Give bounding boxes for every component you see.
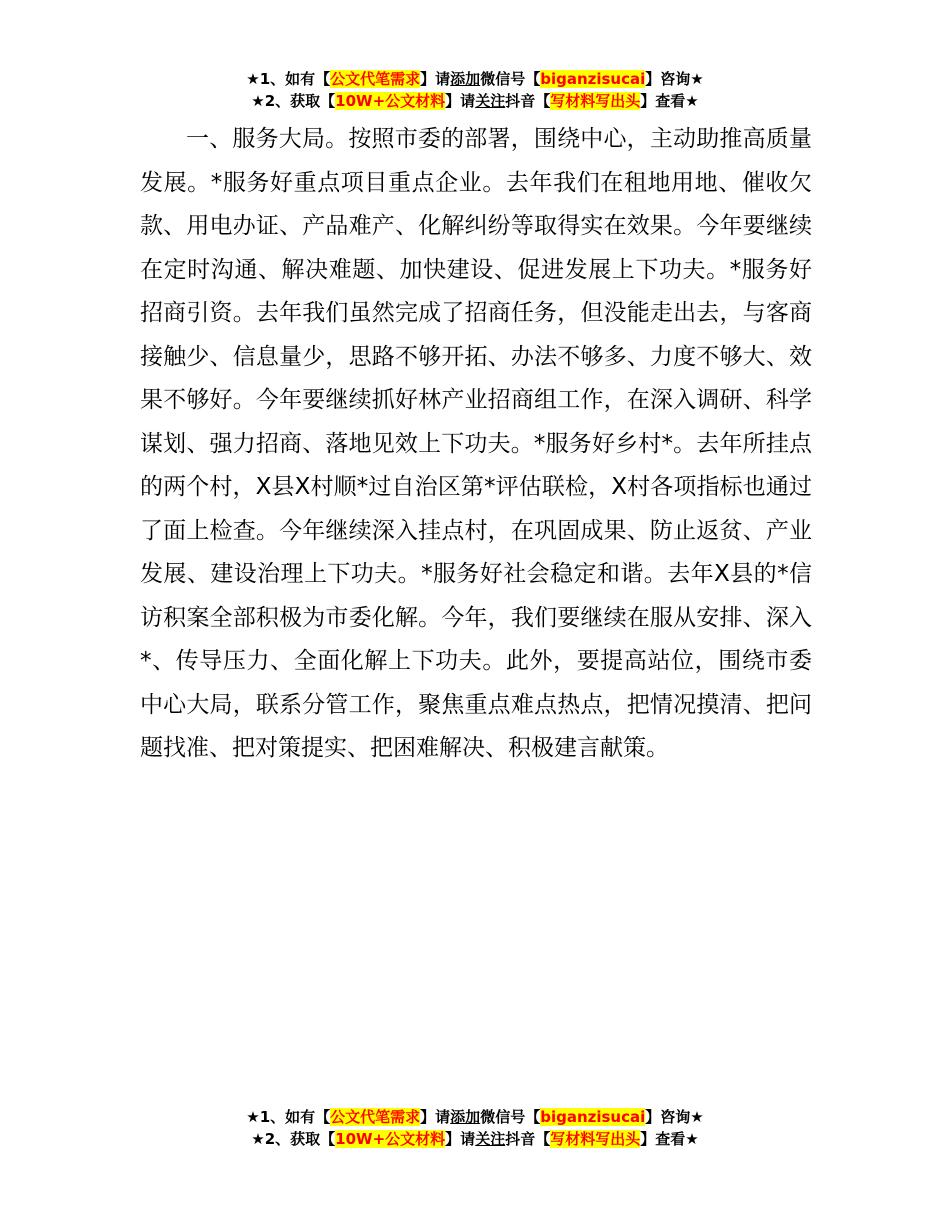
- star-icon: ★: [251, 1130, 265, 1148]
- wechat-id: biganzisucai: [540, 70, 646, 88]
- promo-text: 1、如有【: [259, 1108, 331, 1126]
- promo-text: 2、获取【: [264, 1130, 336, 1148]
- douyin-id: 写材料写出头: [550, 92, 641, 110]
- douyin-id: 写材料写出头: [550, 1130, 641, 1148]
- star-icon: ★: [246, 70, 260, 88]
- highlight-text: 10W+公文材料: [335, 1130, 446, 1148]
- star-icon: ★: [251, 92, 265, 110]
- promo-text: 】查看: [640, 92, 686, 110]
- promo-text: 1、如有【: [259, 70, 331, 88]
- star-icon: ★: [685, 1130, 699, 1148]
- underlined-text: 添加: [450, 1108, 481, 1126]
- body-paragraph: 一、服务大局。按照市委的部署，围绕中心，主动助推高质量发展。*服务好重点项目重点企业。去年我们在租地用地、催收欠款、用电办证、产品难产、化解纠纷等取得实在效果。今年要继续在定时沟通、解决难题、加快建设、促进发展上下功夫。*服务好招商引资。去年我们虽然完成了招商任务，但没能走出去，与客商接触少、信息量少，思路不够开拓、办法不够多、力度不够大、效果不够好。今年要继续抓好林产业招商组工作，在深入调研、科学谋划、强力招商、落地见效上下功夫。*服务好乡村*。去年所挂点的两个村，X县X村顺*过自治区第*评估联检，X村各项指标也通过了面上检查。今年继续深入挂点村，在巩固成果、防止返贫、产业发展、建设治理上下功夫。*服务好社会稳定和谐。去年X县的*信访积案全部积极为市委化解。今年，我们要继续在服从安排、深入*、传导压力、全面化解上下功夫。此外，要提高站位，围绕市委中心大局，联系分管工作，聚焦重点难点热点，把情况摸清、把问题找准、把对策提实、把困难解决、积极建言献策。: [140, 126, 813, 761]
- promo-text: 微信号【: [480, 1108, 541, 1126]
- promo-text: 】咨询: [645, 1108, 691, 1126]
- underlined-text: 添加: [450, 70, 481, 88]
- promo-text: 】请: [420, 70, 451, 88]
- underlined-text: 关注: [475, 92, 506, 110]
- promo-text: 抖音【: [505, 1130, 551, 1148]
- promo-line-2: [0, 1128, 950, 1150]
- highlight-text: 公文代笔需求: [330, 1108, 421, 1126]
- underlined-text: 关注: [475, 1130, 506, 1148]
- promo-line-1: [0, 68, 950, 90]
- promo-text: 2、获取【: [264, 92, 336, 110]
- promo-header-bottom: [0, 1106, 950, 1150]
- promo-line-2: [0, 90, 950, 112]
- promo-text: 】咨询: [645, 70, 691, 88]
- promo-text: 】请: [420, 1108, 451, 1126]
- promo-line-1: [0, 1106, 950, 1128]
- wechat-id: biganzisucai: [540, 1108, 646, 1126]
- highlight-text: 公文代笔需求: [330, 70, 421, 88]
- promo-header-top: [0, 68, 950, 112]
- promo-text: 微信号【: [480, 70, 541, 88]
- star-icon: ★: [246, 1108, 260, 1126]
- promo-text: 】查看: [640, 1130, 686, 1148]
- promo-text: 】请: [445, 92, 476, 110]
- promo-text: 】请: [445, 1130, 476, 1148]
- star-icon: ★: [690, 1108, 704, 1126]
- star-icon: ★: [685, 92, 699, 110]
- star-icon: ★: [690, 70, 704, 88]
- highlight-text: 10W+公文材料: [335, 92, 446, 110]
- promo-text: 抖音【: [505, 92, 551, 110]
